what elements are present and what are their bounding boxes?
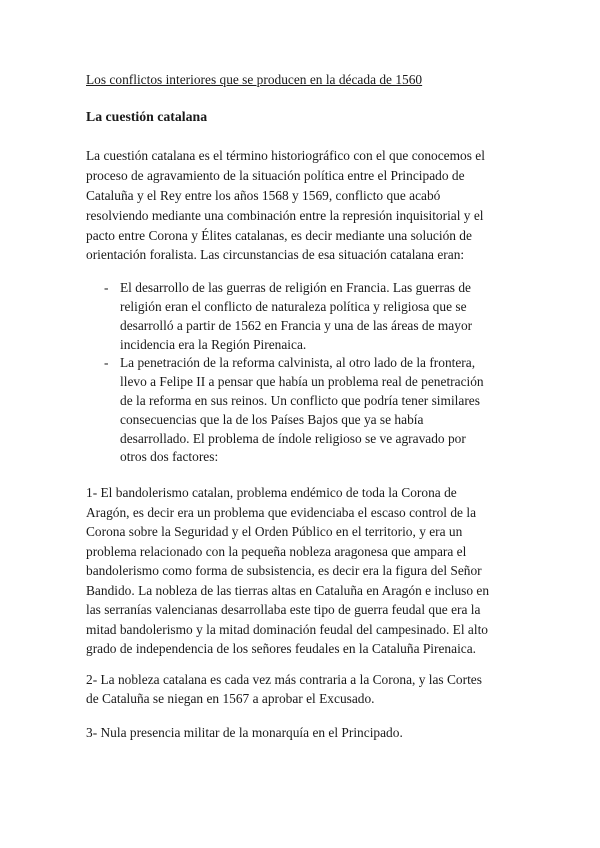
bullet-line: llevo a Felipe II a pensar que había un problema real de penetración [120, 374, 484, 389]
section-heading: La cuestión catalana [86, 109, 208, 124]
factor-1-line: las serranías valencianas desarrollaba este tipo de guerra feudal que era la [86, 602, 481, 617]
bullet-line: El desarrollo de las guerras de religión en Francia. Las guerras de [120, 280, 471, 295]
factor-1-line: Aragón, es decir era un problema que evidenciaba el escaso control de la [86, 505, 477, 520]
bullet-line: de la reforma en sus reinos. Un conflicto que podría tener similares [120, 393, 480, 408]
factor-3-line: 3- Nula presencia militar de la monarquía en el Principado. [86, 725, 403, 740]
bullet-line: incidencia era la Región Pirenaica. [120, 337, 307, 352]
factor-1-line: Corona sobre la Seguridad y el Orden Público en el territorio, y era un [86, 524, 463, 539]
bullet-marker: - [104, 355, 109, 370]
bullet-line: religión eran el conflicto de naturaleza política y religiosa que se [120, 299, 467, 314]
factor-2-line: de Cataluña se niegan en 1567 a aprobar el Excusado. [86, 691, 375, 706]
document-title: Los conflictos interiores que se producen en la década de 1560 [86, 72, 423, 87]
bullet-line: consecuencias que la de los Países Bajos que ya se había [120, 412, 424, 427]
factor-1-line: Bandido. La nobleza de las tierras altas en Cataluña en Aragón e incluso en [86, 583, 490, 598]
intro-line: proceso de agravamiento de la situación política entre el Principado de [86, 168, 465, 183]
bullet-marker: - [104, 280, 109, 295]
factor-2-line: 2- La nobleza catalana es cada vez más contraria a la Corona, y las Cortes [86, 672, 482, 687]
factor-1-line: mitad bandolerismo y la mitad dominación feudal del campesinado. El alto [86, 622, 488, 637]
intro-line: orientación foralista. Las circunstancias de esa situación catalana eran: [86, 247, 465, 262]
intro-line: La cuestión catalana es el término historiográfico con el que conocemos el [86, 148, 485, 163]
intro-line: resolviendo mediante una combinación entre la represión inquisitorial y el [86, 208, 484, 223]
factor-1-line: grado de independencia de los señores feudales en la Cataluña Pirenaica. [86, 641, 477, 656]
bullet-line: desarrollado. El problema de índole religioso se ve agravado por [120, 431, 466, 446]
bullet-line: otros dos factores: [120, 449, 219, 464]
intro-line: pacto entre Corona y Élites catalanas, es decir mediante una solución de [86, 228, 472, 243]
factor-1-line: 1- El bandolerismo catalan, problema endémico de toda la Corona de [86, 485, 457, 500]
intro-line: Cataluña y el Rey entre los años 1568 y 1569, conflicto que acabó [86, 188, 441, 203]
bullet-line: desarrolló a partir de 1562 en Francia y una de las áreas de mayor [120, 318, 473, 333]
bullet-line: La penetración de la reforma calvinista, al otro lado de la frontera, [120, 355, 476, 370]
factor-1-line: bandolerismo como forma de subsistencia, es decir era la figura del Señor [86, 563, 482, 578]
factor-1-line: problema relacionado con la pequeña nobleza aragonesa que ampara el [86, 544, 467, 559]
